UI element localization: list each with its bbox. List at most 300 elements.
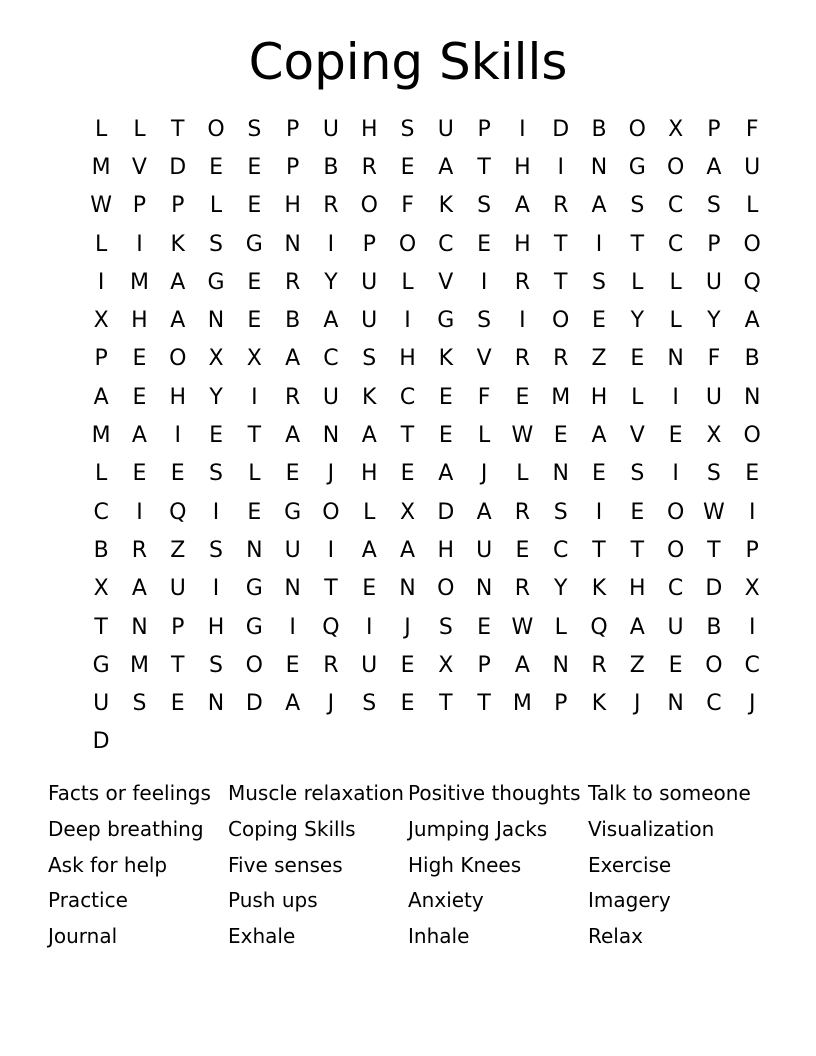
grid-letter: L (248, 461, 261, 487)
grid-letter: A (706, 154, 722, 180)
grid-letter: L (554, 614, 567, 640)
grid-letter: T (553, 231, 568, 257)
grid-letter: E (438, 384, 453, 410)
grid-letter: S (630, 193, 645, 219)
word-list-item: Journal (48, 924, 118, 949)
grid-letter: Q (590, 614, 608, 640)
grid-letter: E (247, 499, 262, 525)
grid-letter: O (169, 346, 187, 372)
grid-letter: X (744, 576, 760, 602)
grid-letter: T (400, 423, 415, 449)
word-list-item: Visualization (588, 816, 715, 841)
grid-letter: C (399, 384, 416, 410)
grid-letter: A (591, 423, 607, 449)
grid-letter: A (438, 461, 454, 487)
grid-letter: R (514, 499, 531, 525)
grid-letter: L (133, 116, 146, 142)
grid-letter: N (207, 691, 225, 717)
grid-letter: T (630, 231, 645, 257)
grid-letter: B (744, 346, 760, 372)
word-list-item: Facts or feelings (48, 781, 211, 805)
grid-letter: O (666, 499, 685, 525)
grid-letter: I (595, 231, 603, 257)
grid-letter: D (552, 116, 570, 142)
grid-letter: L (669, 269, 682, 295)
grid-letter: Z (629, 652, 645, 678)
grid-letter: R (284, 384, 301, 410)
grid-letter: S (362, 691, 377, 717)
grid-letter: D (245, 691, 263, 717)
grid-letter: P (477, 652, 491, 678)
grid-letter: H (514, 154, 531, 180)
grid-letter: M (91, 423, 111, 449)
grid-letter: U (361, 652, 378, 678)
grid-letter: F (477, 384, 491, 410)
grid-letter: T (324, 576, 338, 602)
grid-letter: E (132, 346, 147, 372)
grid-letter: G (245, 614, 263, 640)
grid-letter: B (93, 537, 109, 563)
grid-letter: I (212, 576, 220, 602)
word-list-item: Deep breathing (48, 816, 204, 841)
grid-letter: H (437, 537, 455, 563)
grid-letter: H (360, 461, 378, 487)
grid-letter: T (630, 537, 645, 563)
grid-letter: G (207, 269, 225, 295)
grid-letter: S (706, 461, 721, 487)
grid-letter: U (361, 308, 378, 334)
grid-letter: M (91, 154, 111, 180)
grid-letter: P (171, 614, 185, 640)
grid-letter: Z (591, 346, 607, 372)
grid-letter: S (438, 614, 453, 640)
grid-letter: A (285, 346, 301, 372)
grid-letter: N (590, 154, 608, 180)
grid-letter: A (629, 614, 645, 640)
grid-letter: V (131, 154, 147, 180)
grid-letter: N (552, 461, 569, 487)
grid-letter: N (399, 576, 416, 602)
grid-letter: Y (324, 269, 338, 295)
grid-letter: O (360, 193, 378, 219)
grid-letter: E (400, 154, 415, 180)
grid-letter: N (131, 614, 148, 640)
grid-letter: E (247, 269, 262, 295)
grid-letter: I (480, 269, 488, 295)
word-list (48, 776, 768, 955)
grid-letter: A (514, 652, 530, 678)
grid-letter: P (132, 193, 147, 219)
grid-letter: M (512, 691, 532, 717)
grid-letter: X (208, 346, 224, 372)
grid-letter: Q (322, 614, 340, 640)
grid-letter: H (514, 231, 531, 257)
grid-letter: K (362, 384, 377, 410)
grid-letter: H (169, 384, 187, 410)
grid-letter: O (743, 231, 761, 257)
grid-letter: C (553, 537, 569, 563)
grid-letter: N (743, 384, 761, 410)
grid-letter: R (553, 346, 569, 372)
grid-letter: S (477, 193, 492, 219)
grid-letter: U (93, 691, 110, 717)
grid-letter: E (515, 384, 530, 410)
grid-letter: X (93, 576, 109, 602)
grid-letter: C (667, 576, 684, 602)
grid-letter: E (400, 691, 415, 717)
grid-letter: X (706, 423, 722, 449)
grid-letter: I (404, 308, 411, 334)
grid-letter: D (705, 576, 723, 602)
grid-letter: R (591, 652, 607, 678)
grid-letter: S (592, 269, 606, 295)
grid-letter: Q (743, 269, 761, 295)
grid-letter: L (631, 384, 644, 410)
grid-letter: T (553, 269, 568, 295)
grid-letter: I (557, 154, 564, 180)
grid-letter: O (207, 116, 225, 142)
word-search-grid (82, 110, 771, 761)
grid-letter: T (592, 537, 606, 563)
grid-letter: E (285, 461, 300, 487)
grid-letter: J (327, 461, 335, 487)
page-title: Coping Skills (248, 33, 568, 91)
grid-letter: S (630, 461, 645, 487)
grid-letter: U (322, 384, 339, 410)
grid-letter: R (131, 537, 148, 563)
grid-letter: N (667, 691, 684, 717)
grid-letter: I (748, 614, 756, 640)
word-list-item: Imagery (588, 888, 671, 913)
grid-letter: V (476, 346, 492, 372)
grid-letter: I (519, 308, 526, 334)
grid-letter: E (209, 154, 223, 180)
word-list-item: Positive thoughts (408, 781, 581, 805)
grid-letter: U (437, 116, 454, 142)
grid-letter: A (170, 308, 186, 334)
grid-letter: N (246, 537, 263, 563)
grid-letter: C (667, 193, 684, 219)
grid-letter: L (669, 308, 682, 334)
grid-letter: N (284, 231, 301, 257)
grid-letter: D (169, 154, 187, 180)
grid-letter: E (247, 154, 262, 180)
grid-letter: R (514, 346, 531, 372)
grid-letter: E (132, 384, 147, 410)
grid-letter: F (707, 346, 721, 372)
grid-letter: O (398, 231, 417, 257)
grid-letter: O (705, 652, 723, 678)
grid-letter: N (475, 576, 493, 602)
grid-letter: L (631, 269, 644, 295)
grid-letter: F (745, 116, 759, 142)
grid-letter: H (629, 576, 646, 602)
word-list-item: Coping Skills (228, 816, 356, 841)
grid-letter: I (595, 499, 603, 525)
grid-letter: T (171, 652, 185, 678)
word-list-item: Relax (588, 924, 643, 949)
grid-letter: B (591, 116, 607, 142)
word-list-item: Exercise (588, 852, 672, 877)
grid-letter: H (284, 193, 301, 219)
grid-letter: S (706, 193, 721, 219)
grid-letter: R (361, 154, 377, 180)
grid-letter: U (284, 537, 301, 563)
grid-letter: E (132, 461, 147, 487)
grid-letter: I (97, 269, 105, 295)
grid-letter: U (705, 269, 722, 295)
grid-letter: N (207, 308, 225, 334)
grid-letter: K (438, 193, 454, 219)
grid-letter: N (322, 423, 340, 449)
grid-letter: I (327, 537, 335, 563)
grid-letter: A (323, 308, 339, 334)
grid-letter: C (438, 231, 454, 257)
grid-letter: R (323, 193, 339, 219)
grid-letter: L (363, 499, 376, 525)
grid-letter: O (552, 308, 570, 334)
grid-letter: I (519, 116, 526, 142)
grid-letter: T (477, 154, 491, 180)
grid-letter: N (284, 576, 301, 602)
grid-letter: X (399, 499, 416, 525)
grid-letter: L (209, 193, 223, 219)
grid-letter: O (628, 116, 646, 142)
grid-letter: A (131, 423, 147, 449)
grid-letter: V (438, 269, 454, 295)
grid-letter: P (285, 154, 300, 180)
grid-letter: V (629, 423, 645, 449)
grid-letter: J (748, 691, 756, 717)
grid-letter: E (668, 423, 683, 449)
grid-letter: I (672, 384, 679, 410)
grid-letter: R (284, 269, 301, 295)
grid-letter: M (551, 384, 571, 410)
grid-letter: H (131, 308, 148, 334)
grid-letter: W (511, 423, 534, 449)
grid-letter: U (705, 384, 722, 410)
grid-letter: G (437, 308, 455, 334)
grid-letter: O (322, 499, 340, 525)
grid-letter: P (94, 346, 108, 372)
grid-letter: E (745, 461, 760, 487)
grid-letter: L (746, 193, 759, 219)
grid-letter: A (399, 537, 416, 563)
grid-letter: R (323, 652, 339, 678)
grid-letter: I (748, 499, 756, 525)
grid-letter: I (327, 231, 335, 257)
grid-letter: W (90, 193, 113, 219)
grid-letter: K (591, 691, 607, 717)
grid-letter: J (327, 691, 335, 717)
grid-letter: P (707, 231, 721, 257)
grid-letter: T (477, 691, 491, 717)
grid-letter: P (554, 691, 568, 717)
grid-letter: Y (209, 384, 223, 410)
grid-letter: Y (553, 576, 568, 602)
grid-letter: E (400, 461, 415, 487)
grid-letter: Y (630, 308, 645, 334)
grid-letter: G (92, 652, 110, 678)
grid-letter: D (437, 499, 455, 525)
grid-letter: B (706, 614, 722, 640)
grid-letter: I (136, 231, 143, 257)
grid-letter: L (95, 231, 108, 257)
grid-letter: Q (169, 499, 187, 525)
grid-letter: C (93, 499, 109, 525)
grid-letter: O (666, 537, 685, 563)
grid-letter: S (209, 652, 224, 678)
grid-letter: J (480, 461, 488, 487)
grid-letter: L (516, 461, 529, 487)
grid-letter: C (667, 231, 684, 257)
grid-letter: G (628, 154, 646, 180)
grid-letter: I (212, 499, 220, 525)
grid-letter: A (744, 308, 760, 334)
grid-letter: U (476, 537, 493, 563)
grid-letter: S (132, 691, 147, 717)
grid-letter: J (404, 614, 411, 640)
grid-letter: A (514, 193, 530, 219)
grid-letter: S (362, 346, 377, 372)
grid-letter: U (667, 614, 684, 640)
grid-letter: I (136, 499, 143, 525)
grid-letter: U (322, 116, 339, 142)
word-list-item: Exhale (228, 924, 296, 949)
grid-letter: H (207, 614, 225, 640)
grid-letter: I (174, 423, 181, 449)
grid-letter: E (362, 576, 377, 602)
grid-letter: O (743, 423, 761, 449)
grid-letter: E (592, 461, 606, 487)
grid-letter: E (170, 461, 185, 487)
grid-letter: X (93, 308, 109, 334)
word-list-item: High Knees (408, 852, 522, 877)
grid-letter: P (171, 193, 185, 219)
word-list-item: Push ups (228, 888, 318, 913)
grid-letter: E (285, 652, 300, 678)
grid-letter: S (400, 116, 415, 142)
word-list-item: Inhale (408, 924, 470, 949)
grid-letter: P (362, 231, 376, 257)
grid-letter: N (667, 346, 684, 372)
grid-letter: U (361, 269, 378, 295)
grid-letter: I (365, 614, 373, 640)
grid-letter: K (591, 576, 607, 602)
grid-letter: E (438, 423, 453, 449)
grid-letter: L (95, 116, 108, 142)
grid-letter: H (399, 346, 416, 372)
grid-letter: H (590, 384, 608, 410)
grid-letter: O (666, 154, 685, 180)
grid-letter: A (285, 691, 301, 717)
grid-letter: W (511, 614, 534, 640)
grid-letter: E (630, 346, 645, 372)
grid-letter: I (251, 384, 258, 410)
grid-letter: K (170, 231, 185, 257)
grid-letter: G (245, 576, 263, 602)
grid-letter: C (706, 691, 722, 717)
grid-letter: M (129, 269, 149, 295)
grid-letter: E (477, 231, 492, 257)
grid-letter: P (285, 116, 300, 142)
grid-letter: C (323, 346, 339, 372)
grid-letter: A (438, 154, 454, 180)
grid-letter: U (169, 576, 186, 602)
grid-letter: P (707, 116, 721, 142)
grid-letter: O (245, 652, 263, 678)
grid-letter: G (284, 499, 302, 525)
word-list-item: Ask for help (48, 852, 168, 877)
grid-letter: X (438, 652, 454, 678)
grid-letter: S (209, 231, 224, 257)
grid-letter: A (361, 423, 377, 449)
grid-letter: F (401, 193, 414, 219)
word-list-item: Jumping Jacks (408, 816, 548, 841)
grid-letter: E (668, 652, 683, 678)
grid-letter: I (289, 614, 296, 640)
grid-letter: C (744, 652, 760, 678)
grid-letter: A (170, 269, 186, 295)
grid-letter: B (323, 154, 339, 180)
grid-letter: E (553, 423, 568, 449)
grid-letter: L (401, 269, 414, 295)
grid-letter: L (95, 461, 108, 487)
grid-letter: R (514, 576, 531, 602)
grid-letter: A (93, 384, 109, 410)
word-list-item: Muscle relaxation (228, 781, 404, 805)
grid-letter: E (209, 423, 223, 449)
grid-letter: R (514, 269, 531, 295)
grid-letter: S (209, 537, 224, 563)
grid-letter: E (247, 308, 262, 334)
grid-letter: E (400, 652, 415, 678)
grid-letter: N (552, 652, 569, 678)
grid-letter: A (361, 537, 377, 563)
grid-letter: E (630, 499, 645, 525)
grid-letter: B (285, 308, 301, 334)
grid-letter: X (246, 346, 262, 372)
word-list-item: Five senses (228, 852, 343, 877)
grid-letter: T (171, 116, 185, 142)
grid-letter: X (668, 116, 684, 142)
grid-letter: A (476, 499, 492, 525)
grid-letter: P (477, 116, 491, 142)
grid-letter: T (439, 691, 453, 717)
grid-letter: I (672, 461, 679, 487)
grid-letter: T (247, 423, 262, 449)
grid-letter: T (707, 537, 721, 563)
grid-letter: U (744, 154, 761, 180)
word-list-item: Talk to someone (588, 781, 751, 805)
grid-letter: T (94, 614, 108, 640)
grid-letter: G (245, 231, 263, 257)
grid-letter: H (360, 116, 378, 142)
grid-letter: S (247, 116, 262, 142)
grid-letter: A (591, 193, 607, 219)
grid-letter: D (92, 729, 110, 755)
grid-letter: K (438, 346, 454, 372)
grid-letter: S (209, 461, 224, 487)
grid-letter: S (477, 308, 492, 334)
grid-letter: E (170, 691, 185, 717)
grid-letter: A (131, 576, 147, 602)
grid-letter: R (553, 193, 569, 219)
grid-letter: E (515, 537, 530, 563)
grid-letter: E (477, 614, 492, 640)
grid-letter: Y (707, 308, 721, 334)
grid-letter: W (703, 499, 725, 525)
